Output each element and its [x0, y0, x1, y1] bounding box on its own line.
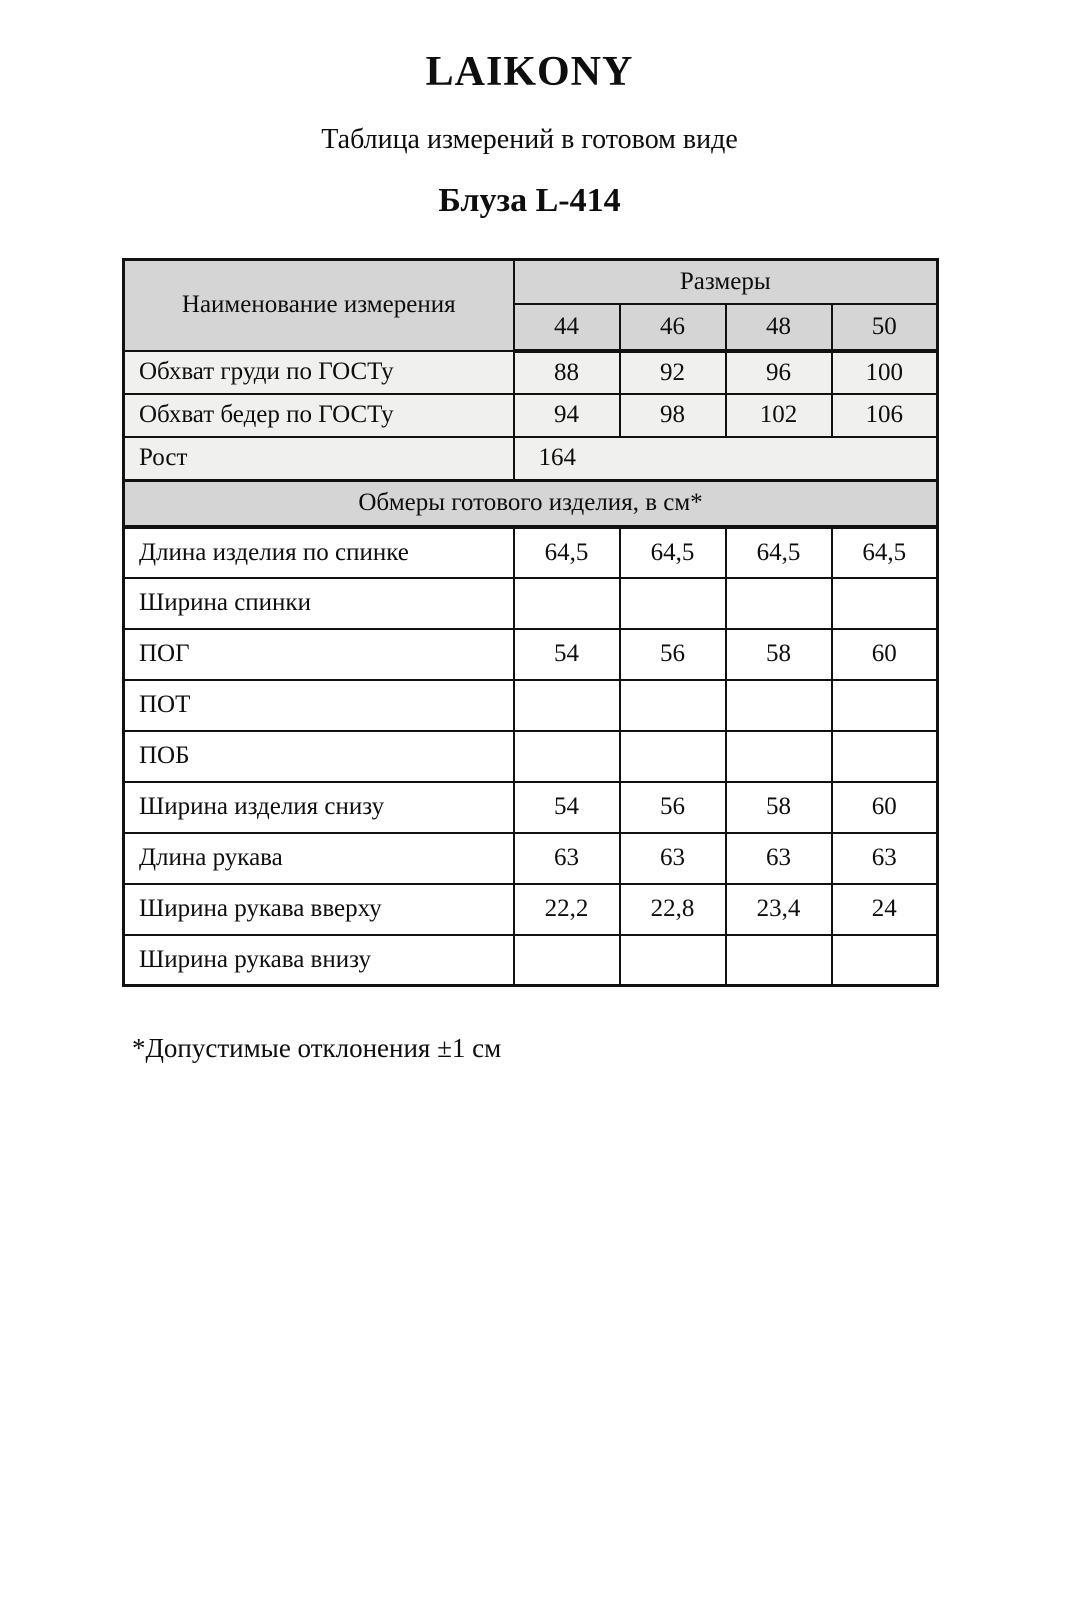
measurement-label: Длина изделия по спинке [124, 527, 514, 578]
measurement-value: 23,4 [726, 884, 832, 935]
table-row-back-width [124, 578, 938, 629]
measurement-value [832, 578, 938, 629]
table-row-chest [124, 351, 938, 394]
measurement-label: Длина рукава [124, 833, 514, 884]
measurement-value: 22,8 [620, 884, 726, 935]
measurement-value-merged: 164 [514, 437, 938, 481]
measurement-value [514, 680, 620, 731]
measurement-value: 63 [726, 833, 832, 884]
measurement-value: 60 [832, 629, 938, 680]
measurement-label: Ширина рукава внизу [124, 935, 514, 986]
column-header-sizes: Размеры [514, 260, 938, 304]
measurement-label: Ширина изделия снизу [124, 782, 514, 833]
measurement-value [832, 731, 938, 782]
document-content [122, 48, 937, 1064]
measurement-value: 92 [620, 351, 726, 394]
table-row-bottom-width [124, 782, 938, 833]
measurement-value: 63 [832, 833, 938, 884]
measurement-value: 64,5 [832, 527, 938, 578]
measurement-value: 106 [832, 394, 938, 437]
measurement-label: Обхват груди по ГОСТу [124, 351, 514, 394]
measurement-value: 60 [832, 782, 938, 833]
size-header-50: 50 [832, 304, 938, 351]
measurement-value [620, 935, 726, 986]
measurement-value [514, 578, 620, 629]
measurement-value: 54 [514, 782, 620, 833]
measurement-value: 63 [620, 833, 726, 884]
table-header-row-sizes-label [124, 260, 938, 304]
measurement-label: Обхват бедер по ГОСТу [124, 394, 514, 437]
measurement-value: 58 [726, 782, 832, 833]
measurement-value: 88 [514, 351, 620, 394]
measurement-value: 22,2 [514, 884, 620, 935]
measurement-value: 98 [620, 394, 726, 437]
table-row-sleeve-bottom-width [124, 935, 938, 986]
column-header-measurement-name: Наименование измерения [124, 260, 514, 351]
measurement-label: ПОБ [124, 731, 514, 782]
table-section-header-row [124, 481, 938, 527]
tolerance-footnote: *Допустимые отклонения ±1 см [132, 1033, 502, 1063]
measurement-value: 58 [726, 629, 832, 680]
size-header-46: 46 [620, 304, 726, 351]
section-header: Обмеры готового изделия, в см* [124, 481, 938, 527]
measurement-label: Ширина рукава вверху [124, 884, 514, 935]
table-row-pob [124, 731, 938, 782]
measurement-value: 94 [514, 394, 620, 437]
measurement-value [832, 680, 938, 731]
measurement-label: Рост [124, 437, 514, 481]
measurement-value: 102 [726, 394, 832, 437]
measurement-value [726, 680, 832, 731]
measurement-value [620, 731, 726, 782]
measurement-value [620, 578, 726, 629]
measurement-label: ПОТ [124, 680, 514, 731]
table-row-height [124, 437, 938, 481]
measurement-value: 64,5 [726, 527, 832, 578]
measurement-value: 56 [620, 782, 726, 833]
size-header-48: 48 [726, 304, 832, 351]
measurement-value [726, 731, 832, 782]
product-title: Блуза L-414 [438, 182, 621, 219]
measurement-value: 64,5 [620, 527, 726, 578]
measurement-value: 96 [726, 351, 832, 394]
table-row-back-length [124, 527, 938, 578]
table-row-sleeve-top-width [124, 884, 938, 935]
measurement-value [726, 578, 832, 629]
table-row-pog [124, 629, 938, 680]
measurement-value [514, 935, 620, 986]
measurement-table [122, 258, 939, 987]
measurement-value: 64,5 [514, 527, 620, 578]
measurement-label: Ширина спинки [124, 578, 514, 629]
measurement-value [620, 680, 726, 731]
table-row-sleeve-length [124, 833, 938, 884]
measurement-value: 63 [514, 833, 620, 884]
size-header-44: 44 [514, 304, 620, 351]
table-row-pot [124, 680, 938, 731]
brand-title: LAIKONY [425, 49, 634, 95]
document-subtitle: Таблица измерений в готовом виде [321, 124, 738, 155]
measurement-value: 100 [832, 351, 938, 394]
measurement-label: ПОГ [124, 629, 514, 680]
measurement-value: 56 [620, 629, 726, 680]
measurement-value [514, 731, 620, 782]
table-row-hips [124, 394, 938, 437]
measurement-value: 24 [832, 884, 938, 935]
measurement-value [832, 935, 938, 986]
measurement-value: 54 [514, 629, 620, 680]
measurement-value [726, 935, 832, 986]
